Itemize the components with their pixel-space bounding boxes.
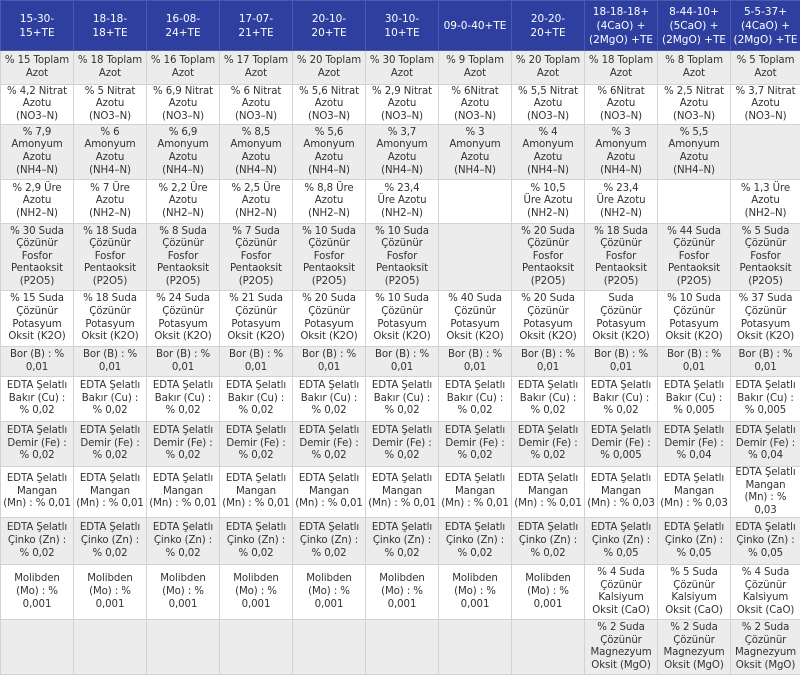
table-row xyxy=(1,467,800,518)
table-cell: % 4 Suda Çözünür Kalsiyum Oksit (CaO) xyxy=(731,565,800,620)
empty-cell xyxy=(731,125,800,180)
table-cell: % 18 Toplam Azot xyxy=(585,51,658,85)
table-cell: % 2,9 Nitrat Azotu (NO3–N) xyxy=(366,85,439,125)
table-row xyxy=(1,565,800,620)
table-cell: EDTA Şelatlı Demir (Fe) : % 0,02 xyxy=(512,422,585,467)
table-cell: EDTA Şelatlı Demir (Fe) : % 0,02 xyxy=(74,422,147,467)
column-header: 5-5-37+ (4CaO) + (2MgO) +TE xyxy=(731,1,800,51)
table-cell: EDTA Şelatlı Mangan (Mn) : % 0,01 xyxy=(439,467,512,518)
table-cell: EDTA Şelatlı Mangan (Mn) : % 0,01 xyxy=(220,467,293,518)
table-cell: % 5 Suda Çözünür Kalsiyum Oksit (CaO) xyxy=(658,565,731,620)
table-cell: % 10 Suda Çözünür Fosfor Pentaoksit (P2O5) xyxy=(293,224,366,291)
table-cell: % 30 Toplam Azot xyxy=(366,51,439,85)
table-cell: % 8,8 Üre Azotu (NH2–N) xyxy=(293,180,366,224)
table-cell: % 5,5 Amonyum Azotu (NH4–N) xyxy=(658,125,731,180)
table-cell: EDTA Şelatlı Bakır (Cu) : % 0,005 xyxy=(731,377,800,422)
table-cell: EDTA Şelatlı Bakır (Cu) : % 0,02 xyxy=(366,377,439,422)
table-cell: % 10 Suda Çözünür Potasyum Oksit (K2O) xyxy=(658,291,731,347)
table-cell: % 44 Suda Çözünür Fosfor Pentaoksit (P2O5) xyxy=(658,224,731,291)
table-row xyxy=(1,377,800,422)
table-row xyxy=(1,224,800,291)
table-cell: % 20 Suda Çözünür Fosfor Pentaoksit (P2O5) xyxy=(512,224,585,291)
table-cell: % 10 Suda Çözünür Fosfor Pentaoksit (P2O5) xyxy=(366,224,439,291)
empty-cell xyxy=(439,224,512,291)
table-cell: % 3 Amonyum Azotu (NH4–N) xyxy=(585,125,658,180)
table-row xyxy=(1,620,800,675)
table-cell: Bor (B) : % 0,01 xyxy=(147,347,220,377)
table-cell: % 5,5 Nitrat Azotu (NO3–N) xyxy=(512,85,585,125)
table-row xyxy=(1,422,800,467)
table-cell: % 3,7 Amonyum Azotu (NH4–N) xyxy=(366,125,439,180)
table-cell: % 24 Suda Çözünür Potasyum Oksit (K2O) xyxy=(147,291,220,347)
table-cell: EDTA Şelatlı Bakır (Cu) : % 0,02 xyxy=(293,377,366,422)
table-cell: EDTA Şelatlı Mangan (Mn) : % 0,01 xyxy=(147,467,220,518)
table-cell: % 21 Suda Çözünür Potasyum Oksit (K2O) xyxy=(220,291,293,347)
table-cell: % 5 Suda Çözünür Fosfor Pentaoksit (P2O5) xyxy=(731,224,800,291)
table-cell: Suda Çözünür Potasyum Oksit (K2O) xyxy=(585,291,658,347)
table-cell: EDTA Şelatlı Demir (Fe) : % 0,04 xyxy=(731,422,800,467)
table-cell: EDTA Şelatlı Bakır (Cu) : % 0,005 xyxy=(658,377,731,422)
table-cell: % 4 Suda Çözünür Kalsiyum Oksit (CaO) xyxy=(585,565,658,620)
column-header: 16-08-24+TE xyxy=(147,1,220,51)
table-row xyxy=(1,125,800,180)
table-cell: EDTA Şelatlı Bakır (Cu) : % 0,02 xyxy=(1,377,74,422)
table-cell: Bor (B) : % 0,01 xyxy=(74,347,147,377)
table-cell: % 2 Suda Çözünür Magnezyum Oksit (MgO) xyxy=(731,620,800,675)
table-row xyxy=(1,180,800,224)
table-cell: % 4 Amonyum Azotu (NH4–N) xyxy=(512,125,585,180)
table-cell: EDTA Şelatlı Mangan (Mn) : % 0,03 xyxy=(658,467,731,518)
empty-cell xyxy=(512,620,585,675)
column-header: 8-44-10+ (5CaO) + (2MgO) +TE xyxy=(658,1,731,51)
table-cell: % 18 Suda Çözünür Fosfor Pentaoksit (P2O5) xyxy=(585,224,658,291)
table-cell: % 3,7 Nitrat Azotu (NO3–N) xyxy=(731,85,800,125)
table-cell: EDTA Şelatlı Çinko (Zn) : % 0,02 xyxy=(1,518,74,565)
table-cell: Bor (B) : % 0,01 xyxy=(220,347,293,377)
table-cell: Molibden (Mo) : % 0,001 xyxy=(439,565,512,620)
table-cell: EDTA Şelatlı Demir (Fe) : % 0,02 xyxy=(439,422,512,467)
empty-cell xyxy=(147,620,220,675)
table-cell: % 20 Suda Çözünür Potasyum Oksit (K2O) xyxy=(293,291,366,347)
table-cell: EDTA Şelatlı Demir (Fe) : % 0,04 xyxy=(658,422,731,467)
table-cell: % 6 Amonyum Azotu (NH4–N) xyxy=(74,125,147,180)
table-cell: EDTA Şelatlı Bakır (Cu) : % 0,02 xyxy=(220,377,293,422)
table-cell: % 2,5 Üre Azotu (NH2–N) xyxy=(220,180,293,224)
table-cell: % 18 Toplam Azot xyxy=(74,51,147,85)
table-cell: Bor (B) : % 0,01 xyxy=(439,347,512,377)
table-cell: % 23,4 Üre Azotu (NH2–N) xyxy=(585,180,658,224)
table-cell: EDTA Şelatlı Bakır (Cu) : % 0,02 xyxy=(74,377,147,422)
table-cell: EDTA Şelatlı Demir (Fe) : % 0,02 xyxy=(1,422,74,467)
table-row xyxy=(1,51,800,85)
table-cell: EDTA Şelatlı Çinko (Zn) : % 0,02 xyxy=(147,518,220,565)
table-cell: % 15 Toplam Azot xyxy=(1,51,74,85)
table-cell: EDTA Şelatlı Çinko (Zn) : % 0,02 xyxy=(439,518,512,565)
table-cell: % 40 Suda Çözünür Potasyum Oksit (K2O) xyxy=(439,291,512,347)
table-cell: EDTA Şelatlı Çinko (Zn) : % 0,02 xyxy=(366,518,439,565)
empty-cell xyxy=(439,620,512,675)
table-cell: EDTA Şelatlı Mangan (Mn) : % 0,03 xyxy=(585,467,658,518)
table-cell: % 3 Amonyum Azotu (NH4–N) xyxy=(439,125,512,180)
column-header: 18-18-18+ (4CaO) + (2MgO) +TE xyxy=(585,1,658,51)
table-cell: EDTA Şelatlı Çinko (Zn) : % 0,05 xyxy=(731,518,800,565)
table-cell: % 8 Suda Çözünür Fosfor Pentaoksit (P2O5) xyxy=(147,224,220,291)
table-cell: % 6Nitrat Azotu (NO3–N) xyxy=(439,85,512,125)
table-cell: EDTA Şelatlı Mangan (Mn) : % 0,01 xyxy=(74,467,147,518)
table-cell: EDTA Şelatlı Demir (Fe) : % 0,02 xyxy=(366,422,439,467)
column-header: 30-10-10+TE xyxy=(366,1,439,51)
table-cell: % 10,5 Üre Azotu (NH2–N) xyxy=(512,180,585,224)
table-cell: % 18 Suda Çözünür Fosfor Pentaoksit (P2O5) xyxy=(74,224,147,291)
table-cell: Bor (B) : % 0,01 xyxy=(293,347,366,377)
table-cell: EDTA Şelatlı Çinko (Zn) : % 0,05 xyxy=(658,518,731,565)
table-cell: % 2,9 Üre Azotu (NH2–N) xyxy=(1,180,74,224)
column-header: 09-0-40+TE xyxy=(439,1,512,51)
header-row xyxy=(1,1,800,51)
table-cell: % 6,9 Amonyum Azotu (NH4–N) xyxy=(147,125,220,180)
table-cell: Molibden (Mo) : % 0,001 xyxy=(74,565,147,620)
table-cell: % 7 Üre Azotu (NH2–N) xyxy=(74,180,147,224)
table-cell: EDTA Şelatlı Bakır (Cu) : % 0,02 xyxy=(439,377,512,422)
table-cell: EDTA Şelatlı Mangan (Mn) : % 0,01 xyxy=(366,467,439,518)
table-cell: Molibden (Mo) : % 0,001 xyxy=(1,565,74,620)
table-cell: % 6Nitrat Azotu (NO3–N) xyxy=(585,85,658,125)
table-cell: % 7,9 Amonyum Azotu (NH4–N) xyxy=(1,125,74,180)
table-cell: EDTA Şelatlı Demir (Fe) : % 0,02 xyxy=(293,422,366,467)
table-cell: Bor (B) : % 0,01 xyxy=(1,347,74,377)
table-cell: % 23,4 Üre Azotu (NH2–N) xyxy=(366,180,439,224)
table-cell: Molibden (Mo) : % 0,001 xyxy=(366,565,439,620)
table-row xyxy=(1,347,800,377)
empty-cell xyxy=(366,620,439,675)
table-cell: % 5 Toplam Azot xyxy=(731,51,800,85)
empty-cell xyxy=(220,620,293,675)
table-cell: Bor (B) : % 0,01 xyxy=(731,347,800,377)
empty-cell xyxy=(1,620,74,675)
table-cell: % 2,5 Nitrat Azotu (NO3–N) xyxy=(658,85,731,125)
column-header: 15-30-15+TE xyxy=(1,1,74,51)
table-cell: % 17 Toplam Azot xyxy=(220,51,293,85)
table-cell: % 2 Suda Çözünür Magnezyum Oksit (MgO) xyxy=(585,620,658,675)
table-cell: % 7 Suda Çözünür Fosfor Pentaoksit (P2O5) xyxy=(220,224,293,291)
table-cell: Bor (B) : % 0,01 xyxy=(512,347,585,377)
table-cell: % 9 Toplam Azot xyxy=(439,51,512,85)
table-cell: EDTA Şelatlı Çinko (Zn) : % 0,02 xyxy=(220,518,293,565)
table-cell: % 5 Nitrat Azotu (NO3–N) xyxy=(74,85,147,125)
table-cell: % 8,5 Amonyum Azotu (NH4–N) xyxy=(220,125,293,180)
table-cell: EDTA Şelatlı Bakır (Cu) : % 0,02 xyxy=(147,377,220,422)
table-cell: Bor (B) : % 0,01 xyxy=(585,347,658,377)
table-cell: % 20 Toplam Azot xyxy=(293,51,366,85)
table-cell: EDTA Şelatlı Mangan (Mn) : % 0,01 xyxy=(1,467,74,518)
table-cell: Molibden (Mo) : % 0,001 xyxy=(512,565,585,620)
table-cell: % 37 Suda Çözünür Potasyum Oksit (K2O) xyxy=(731,291,800,347)
table-cell: % 1,3 Üre Azotu (NH2–N) xyxy=(731,180,800,224)
table-cell: Molibden (Mo) : % 0,001 xyxy=(293,565,366,620)
table-cell: EDTA Şelatlı Çinko (Zn) : % 0,02 xyxy=(293,518,366,565)
empty-cell xyxy=(658,180,731,224)
table-row xyxy=(1,85,800,125)
table-row xyxy=(1,291,800,347)
table-cell: EDTA Şelatlı Çinko (Zn) : % 0,05 xyxy=(585,518,658,565)
table-cell: % 20 Toplam Azot xyxy=(512,51,585,85)
table-cell: Bor (B) : % 0,01 xyxy=(366,347,439,377)
empty-cell xyxy=(439,180,512,224)
table-cell: Molibden (Mo) : % 0,001 xyxy=(147,565,220,620)
table-cell: % 30 Suda Çözünür Fosfor Pentaoksit (P2O5) xyxy=(1,224,74,291)
table-cell: % 5,6 Nitrat Azotu (NO3–N) xyxy=(293,85,366,125)
table-cell: % 18 Suda Çözünür Potasyum Oksit (K2O) xyxy=(74,291,147,347)
table-body xyxy=(1,51,800,675)
table-cell: % 6,9 Nitrat Azotu (NO3–N) xyxy=(147,85,220,125)
table-cell: % 4,2 Nitrat Azotu (NO3–N) xyxy=(1,85,74,125)
table-cell: EDTA Şelatlı Çinko (Zn) : % 0,02 xyxy=(512,518,585,565)
column-header: 20-20- 20+TE xyxy=(512,1,585,51)
table-cell: EDTA Şelatlı Mangan (Mn) : % 0,01 xyxy=(293,467,366,518)
table-cell: % 20 Suda Çözünür Potasyum Oksit (K2O) xyxy=(512,291,585,347)
column-header: 20-10-20+TE xyxy=(293,1,366,51)
table-cell: % 15 Suda Çözünür Potasyum Oksit (K2O) xyxy=(1,291,74,347)
table-cell: EDTA Şelatlı Bakır (Cu) : % 0,02 xyxy=(512,377,585,422)
table-cell: EDTA Şelatlı Demir (Fe) : % 0,02 xyxy=(147,422,220,467)
table-cell: EDTA Şelatlı Bakır (Cu) : % 0,02 xyxy=(585,377,658,422)
table-cell: % 2,2 Üre Azotu (NH2–N) xyxy=(147,180,220,224)
table-cell: EDTA Şelatlı Mangan (Mn) : % 0,03 xyxy=(731,467,800,518)
table-cell: EDTA Şelatlı Demir (Fe) : % 0,005 xyxy=(585,422,658,467)
table-cell: Bor (B) : % 0,01 xyxy=(658,347,731,377)
table-cell: EDTA Şelatlı Demir (Fe) : % 0,02 xyxy=(220,422,293,467)
table-cell: EDTA Şelatlı Çinko (Zn) : % 0,02 xyxy=(74,518,147,565)
column-header: 17-07-21+TE xyxy=(220,1,293,51)
column-header: 18-18-18+TE xyxy=(74,1,147,51)
table-cell: % 6 Nitrat Azotu (NO3–N) xyxy=(220,85,293,125)
table-cell: Molibden (Mo) : % 0,001 xyxy=(220,565,293,620)
table-row xyxy=(1,518,800,565)
table-cell: % 2 Suda Çözünür Magnezyum Oksit (MgO) xyxy=(658,620,731,675)
table-cell: EDTA Şelatlı Mangan (Mn) : % 0,01 xyxy=(512,467,585,518)
empty-cell xyxy=(293,620,366,675)
empty-cell xyxy=(74,620,147,675)
table-cell: % 16 Toplam Azot xyxy=(147,51,220,85)
table-cell: % 10 Suda Çözünür Potasyum Oksit (K2O) xyxy=(366,291,439,347)
table-cell: % 8 Toplam Azot xyxy=(658,51,731,85)
table-cell: % 5,6 Amonyum Azotu (NH4–N) xyxy=(293,125,366,180)
